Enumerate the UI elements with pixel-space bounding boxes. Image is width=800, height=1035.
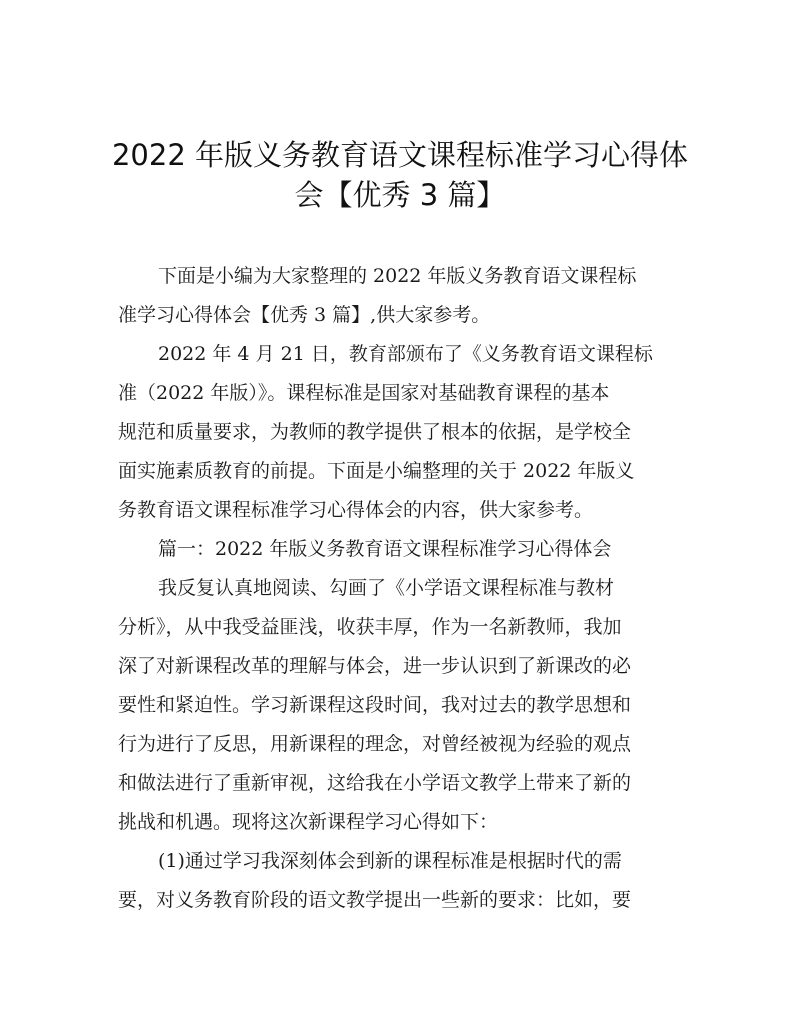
body-line: 下面是小编为大家整理的 2022 年版义务教育语文课程标 — [158, 265, 637, 287]
title-line: 2022 年版义务教育语文课程标准学习心得体 — [111, 138, 689, 172]
body-line: 挑战和机遇。现将这次新课程学习心得如下： — [118, 811, 499, 833]
body-line: 务教育语文课程标准学习心得体会的内容，供大家参考。 — [118, 499, 594, 521]
title-line: 会【优秀 3 篇】 — [294, 178, 506, 212]
body-line: 规范和质量要求，为教师的教学提供了根本的依据，是学校全 — [118, 421, 632, 443]
body-line: 篇一：2022 年版义务教育语文课程标准学习心得体会 — [158, 538, 612, 560]
body-line: 2022 年 4 月 21 日，教育部颁布了《义务教育语文课程标 — [158, 343, 653, 365]
body-line: 准学习心得体会【优秀 3 篇】,供大家参考。 — [118, 304, 491, 326]
body-line: (1)通过学习我深刻体会到新的课程标准是根据时代的需 — [158, 850, 622, 872]
body-line: 要性和紧迫性。学习新课程这段时间，我对过去的教学思想和 — [118, 694, 632, 716]
body-line: 分析》，从中我受益匪浅，收获丰厚，作为一名新教师，我加 — [118, 616, 622, 638]
body-line: 深了对新课程改革的理解与体会，进一步认识到了新课改的必 — [118, 655, 632, 677]
body-line: 和做法进行了重新审视，这给我在小学语文教学上带来了新的 — [118, 772, 632, 794]
body-line: 准（2022 年版）》。课程标准是国家对基础教育课程的基本 — [118, 382, 610, 404]
body-line: 我反复认真地阅读、勾画了《小学语文课程标准与教材 — [158, 577, 615, 599]
document-body — [118, 257, 690, 920]
document-title — [100, 135, 700, 215]
body-line: 行为进行了反思，用新课程的理念，对曾经被视为经验的观点 — [118, 733, 632, 755]
body-line: 要，对义务教育阶段的语文教学提出一些新的要求：比如，要 — [118, 889, 632, 911]
body-line: 面实施素质教育的前提。下面是小编整理的关于 2022 年版义 — [118, 460, 635, 482]
